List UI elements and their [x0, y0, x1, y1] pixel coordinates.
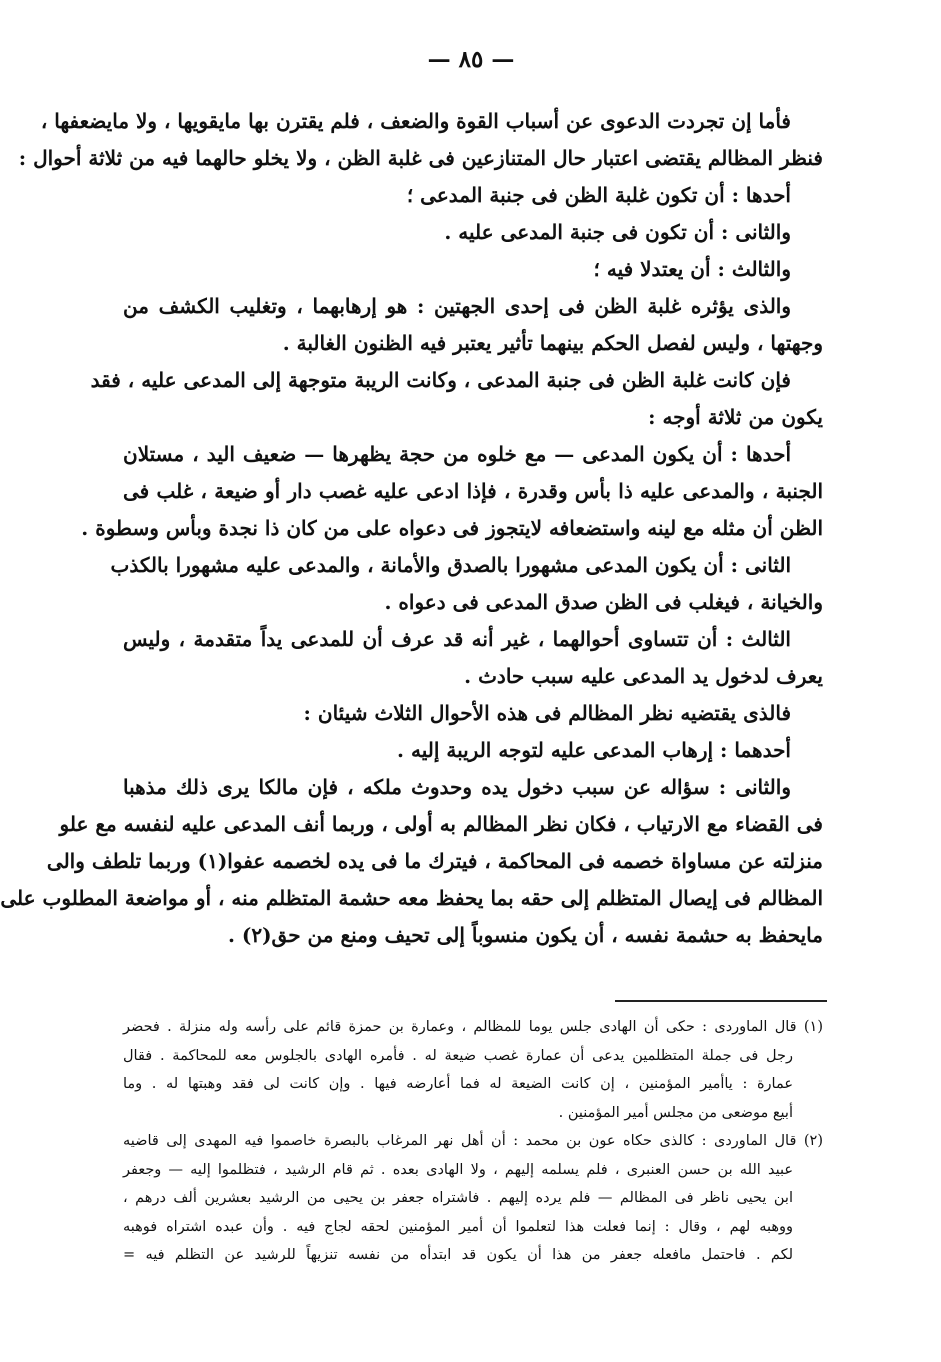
text-line: والذى يؤثره غلبة الظن فى إحدى الجهتين : هو إرهابهما ، وتغليب الكشف من — [123, 294, 791, 318]
footnote-line: رجل فى جملة المتظلمين يدعى أن عمارة غصب ضيعة له . فأمره الهادى بالجلوس معه للمحاكمة . فقال — [123, 1047, 793, 1064]
text-line: الجنبة ، والمدعى عليه ذا بأس وقدرة ، فإذا ادعى عليه غصب دار أو ضيعة ، غلب فى — [123, 479, 823, 503]
text-line: والثانى : سؤاله عن سبب دخول يده وحدوث ملكه ، فإن مالكا يرى ذلك مذهبا — [123, 775, 791, 799]
text-line: أحدها : أن يكون المدعى — مع خلوه من حجة يظهرها — ضعيف اليد ، مستلان — [123, 442, 791, 466]
text-line: الثالث : أن تتساوى أحوالهما ، غير أنه قد عرف أن للمدعى يداً متقدمة ، وليس — [123, 627, 791, 651]
footnote-line: (٢) قال الماوردى : كالذى حكاه عون بن محمد : أن أهل نهر المرغاب بالبصرة خاصموا فيه المهدى إلى قاضيه — [123, 1133, 823, 1149]
text-line: منزلته عن مساواة خصمه فى المحاكمة ، فيترك ما فى يده لخصمه عفوا(١) وربما تلطف والى — [46, 849, 823, 873]
footnote-line: أبيع موضعى من مجلس أمير المؤمنين . — [558, 1104, 793, 1121]
text-line: فى القضاء مع الارتياب ، فكان نظر المظالم به أولى ، وربما أنف المدعى عليه لنفسه مع علو — [59, 812, 823, 836]
footnote-separator — [615, 1000, 827, 1002]
page-number: — ٨٥ — — [427, 46, 515, 73]
footnote-line: ابن يحيى ناظر فى المظالم — فلم يرده إليهم . فاشتراه جعفر بن يحيى من الرشيد بعشرين ألف درهم ، — [123, 1190, 793, 1206]
text-line: والخيانة ، فيغلب فى الظن صدق المدعى فى دعواه . — [384, 590, 823, 614]
main-text — [0, 103, 823, 954]
text-line: فنظر المظالم يقتضى اعتبار حال المتنازعين فى غلبة الظن ، ولا يخلو حالهما فيه من ثلاثة أحوال : — [18, 146, 823, 170]
text-line: فأما إن تجردت الدعوى عن أسباب القوة والضعف ، فلم يقترن بها مايقويها ، ولا مايضعفها ، — [40, 109, 791, 133]
book-page — [1, 0, 941, 1362]
text-line: وجهتها ، وليس لفصل الحكم بينهما تأثير يعتبر فيه الظنون الغالبة . — [282, 331, 823, 355]
text-line: فالذى يقتضيه نظر المظالم فى هذه الأحوال الثلاث شيئان : — [303, 701, 791, 725]
footnote-line: (١) قال الماوردى : حكى أن الهادى جلس يوما للمظالم ، وعمارة بن حمزة قائم على رأسه وله منزلة . فحضر — [123, 1019, 823, 1035]
text-line: أحدهما : إرهاب المدعى عليه لتوجه الريبة إليه . — [397, 738, 791, 762]
footnote-line: عبيد الله بن حسن العنبرى ، فلم يسلمه إليهم ، ولا الهادى بعده . ثم قام الرشيد ، فتظلموا إليه — وجعفر — [123, 1161, 793, 1178]
text-line: المظالم فى إيصال المتظلم إلى حقه بما يحفظ معه حشمة المتظلم منه ، أو مواضعة المطلوب على — [0, 886, 823, 910]
text-line: مايحفظ به حشمة نفسه ، أن يكون منسوباً إلى تحيف ومنع من حق(٢) . — [227, 923, 823, 947]
text-line: والثالث : أن يعتدلا فيه ؛ — [593, 257, 791, 281]
text-line: الظن أن مثله مع لينه واستضعافه لايتجوز فى دعواه على من كان ذا نجدة وبأس وسطوة . — [81, 516, 823, 540]
footnote-line: لكم . فاحتمل مافعله جعفر من هذا أن يكون قد ابتدأه من نفسه تنزيهاً للرشيد عن التظلم فيه = — [123, 1247, 793, 1263]
footnote-line: ووهبه لهم ، وقال : إنما فعلت هذا لتعلموا أن أمير المؤمنين لحقه لجاج فيه . وأن عبده اشتراه فوهبه — [123, 1218, 793, 1235]
footnote-line: عمارة : ياأمير المؤمنين ، إن كانت الضيعة له فما أعارضه فيها . وإن كانت لى فقد وهبتها له . وما — [123, 1076, 793, 1092]
text-line: يعرف لدخول يد المدعى عليه سبب حادث . — [464, 664, 823, 688]
text-line: الثانى : أن يكون المدعى مشهورا بالصدق والأمانة ، والمدعى عليه مشهورا بالكذب — [110, 553, 791, 577]
text-line: فإن كانت غلبة الظن فى جنبة المدعى ، وكانت الريبة متوجهة إلى المدعى عليه ، فقد — [90, 368, 791, 392]
text-line: أحدها : أن تكون غلبة الظن فى جنبة المدعى ؛ — [406, 183, 791, 207]
text-line: والثانى : أن تكون فى جنبة المدعى عليه . — [444, 220, 791, 244]
footnotes — [123, 1013, 823, 1270]
text-line: يكون من ثلاثة أوجه : — [648, 405, 823, 429]
